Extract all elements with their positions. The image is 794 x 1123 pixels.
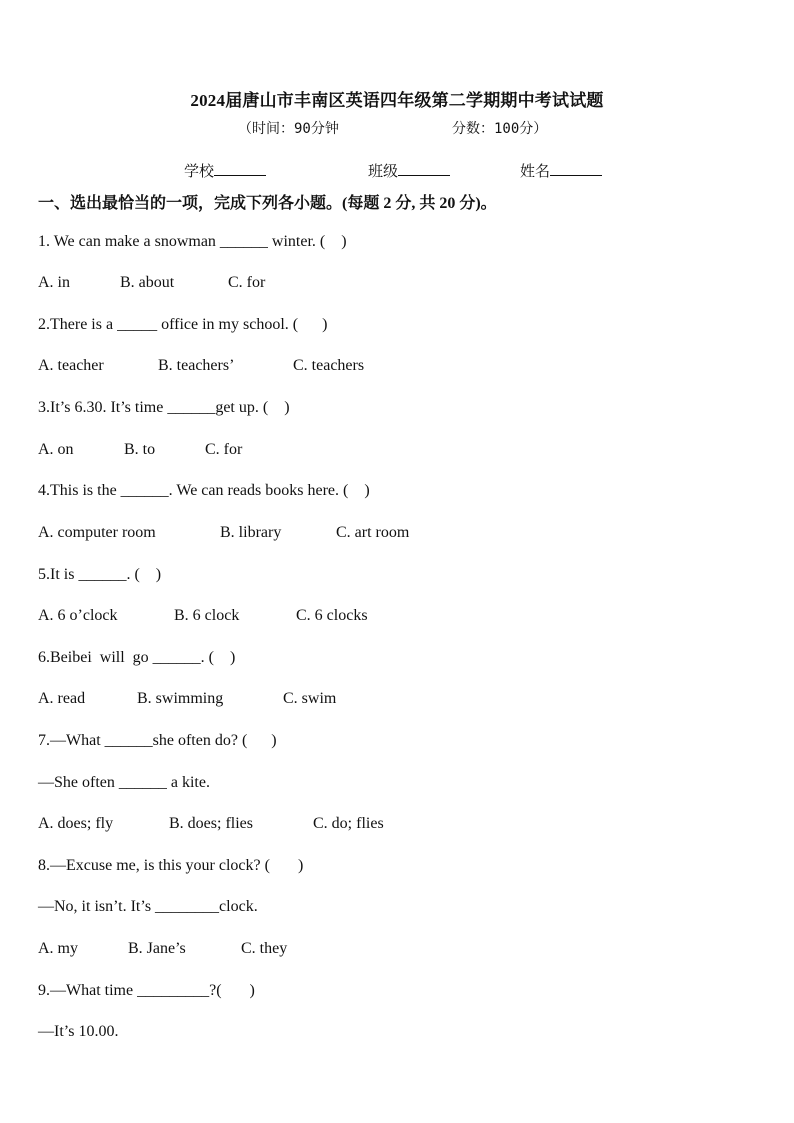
class-label: 班级 — [368, 164, 399, 180]
question-3-stem: 3.It’s 6.30. It’s time ______get up. ( ) — [38, 399, 290, 416]
name-blank[interactable] — [550, 161, 602, 176]
question-9-stem: 9.—What time _________?( ) — [38, 982, 255, 999]
question-9-answer-line: —It’s 10.00. — [38, 1023, 119, 1040]
option-a[interactable]: A. in — [38, 274, 70, 291]
question-4-stem: 4.This is the ______. We can reads books here. ( ) — [38, 482, 370, 499]
option-a[interactable]: A. does; fly — [38, 815, 114, 832]
class-field — [368, 160, 450, 181]
time-info: （时间：90分钟 — [238, 121, 339, 137]
school-blank[interactable] — [214, 161, 266, 176]
question-8-answer-line: —No, it isn’t. It’s ________clock. — [38, 898, 258, 915]
question-1-stem: 1. We can make a snowman ______ winter. ( ) — [38, 233, 347, 250]
question-7-answer-line: —She often ______ a kite. — [38, 774, 210, 791]
option-c[interactable]: C. for — [205, 441, 243, 458]
option-c[interactable]: C. they — [241, 940, 288, 957]
exam-title: 2024届唐山市丰南区英语四年级第二学期期中考试试题 — [190, 91, 604, 110]
question-5-stem: 5.It is ______. ( ) — [38, 566, 162, 583]
option-b[interactable]: B. about — [120, 274, 175, 291]
option-c[interactable]: C. for — [228, 274, 266, 291]
class-blank[interactable] — [398, 161, 450, 176]
option-c[interactable]: C. teachers — [293, 357, 365, 374]
option-b[interactable]: B. 6 clock — [174, 607, 240, 624]
option-b[interactable]: B. does; flies — [169, 815, 253, 832]
option-a[interactable]: A. 6 o’clock — [38, 607, 118, 624]
name-field — [520, 160, 602, 181]
option-a[interactable]: A. teacher — [38, 357, 104, 374]
school-field — [184, 160, 266, 181]
question-6-stem: 6.Beibei will go ______. ( ) — [38, 649, 236, 666]
option-b[interactable]: B. teachers’ — [158, 357, 235, 374]
option-c[interactable]: C. 6 clocks — [296, 607, 368, 624]
name-label: 姓名 — [520, 164, 551, 180]
option-a[interactable]: A. on — [38, 441, 74, 458]
option-c[interactable]: C. do; flies — [313, 815, 384, 832]
option-b[interactable]: B. Jane’s — [128, 940, 186, 957]
section-heading: 一、选出最恰当的一项，完成下列各小题。(每题 2 分, 共 20 分)。 — [38, 195, 497, 212]
school-label: 学校 — [184, 164, 215, 180]
option-c[interactable]: C. art room — [336, 524, 410, 541]
score-info: 分数：100分） — [452, 121, 548, 137]
option-a[interactable]: A. computer room — [38, 524, 156, 541]
option-b[interactable]: B. library — [220, 524, 282, 541]
option-b[interactable]: B. swimming — [137, 690, 224, 707]
option-b[interactable]: B. to — [124, 441, 156, 458]
option-a[interactable]: A. my — [38, 940, 78, 957]
question-8-stem: 8.—Excuse me, is this your clock? ( ) — [38, 857, 304, 874]
question-2-stem: 2.There is a _____ office in my school. ( ) — [38, 316, 328, 333]
option-c[interactable]: C. swim — [283, 690, 337, 707]
question-7-stem: 7.—What ______she often do? ( ) — [38, 732, 277, 749]
option-a[interactable]: A. read — [38, 690, 86, 707]
